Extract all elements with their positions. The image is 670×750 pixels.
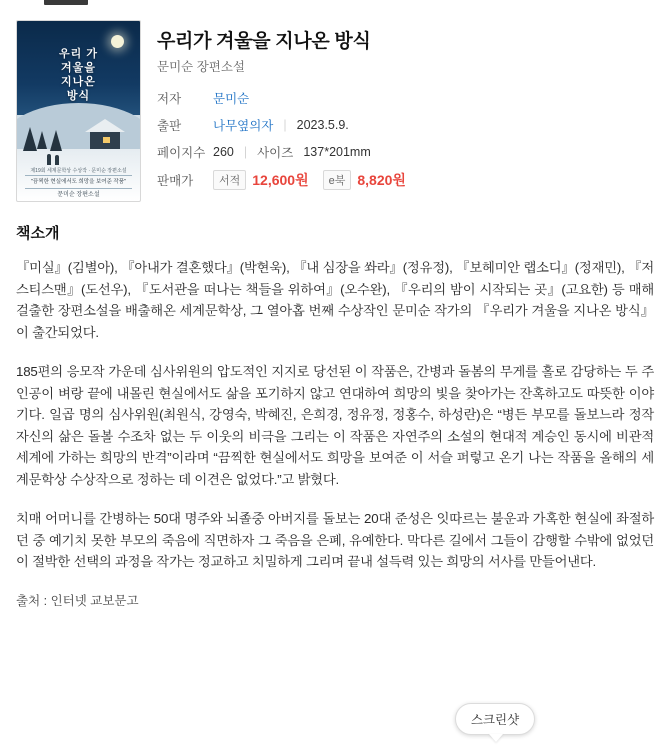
ebook-price-value: 8,820원	[357, 172, 406, 188]
paper-price-tag: 서적	[213, 170, 246, 190]
cover-tree-icon	[23, 127, 37, 151]
author-link[interactable]: 문미순	[213, 92, 250, 106]
book-meta	[141, 20, 654, 202]
description-paragraph: 치매 어머니를 간병하는 50대 명주와 뇌졸중 아버지를 돌보는 20대 준성은 잇따르는 불운과 가혹한 현실에 좌절하던 중 예기치 못한 부모의 죽음에 직면하자 그 죽음을 은폐, 유예한다. 막다른 길에서 그들이 감행할 수밖에 없었던 이 절박한 선택의 과정을 작가는 정교하고 치밀하게 그리며 끝내 설득력 있는 희망의 서사를 만들어낸다.	[16, 511, 654, 570]
meta-divider: |	[243, 145, 248, 159]
top-bar	[0, 0, 670, 8]
paper-price-value: 12,600원	[252, 172, 309, 188]
pages-value: 260	[213, 145, 234, 159]
meta-divider: |	[283, 118, 287, 132]
meta-row-author	[157, 89, 654, 107]
publisher-link[interactable]: 나무옆의자	[213, 119, 274, 133]
cover-band-text: 제19회 세계문학상 수상작 · 문미순 장편소설	[30, 168, 127, 174]
description-section	[0, 222, 670, 573]
cover-person-icon	[55, 155, 59, 165]
description-paragraph: 『미실』(김별아), 『아내가 결혼했다』(박현욱), 『내 심장을 쏴라』(정유정), 『보헤미안 랩소디』(정재민), 『저스티스맨』(도선우), 『도서관을 떠나는 책들을 위하여』(오수완), 『우리의 밤이 시작되는 곳』(고요한) 등 매해 걸출한 장편소설을 배출해온 세계문학상, 그 열아홉 번째 수상작인 문미순 작가의 『우리가 겨울을 지나온 방식』이 출간되었다.	[16, 260, 654, 340]
cover-roof-icon	[85, 119, 125, 132]
size-value: 137*201mm	[303, 145, 371, 159]
cover-tree-icon	[50, 130, 62, 151]
size-label: 사이즈	[257, 146, 294, 160]
book-cover-image[interactable]	[16, 20, 141, 202]
meta-row-price	[157, 170, 654, 190]
page-title: 우리가 겨울을 지나온 방식	[157, 31, 371, 52]
screenshot-button-caret-icon	[489, 734, 503, 742]
author-label: 저자	[157, 92, 182, 106]
price-label: 판매가	[157, 174, 194, 188]
cover-title-text: 우리 가 겨울을 지나온 방식	[59, 48, 98, 102]
publish-date: 2023.5.9.	[296, 118, 349, 132]
cover-tree-icon	[37, 131, 47, 149]
ebook-price-tag: e북	[323, 170, 352, 190]
screenshot-button[interactable]	[455, 703, 535, 735]
source-text: 출처 : 인터넷 교보문고	[16, 593, 139, 608]
pages-label: 페이지수	[157, 146, 206, 160]
meta-row-pages-size	[157, 143, 654, 161]
book-subtitle: 문미순 장편소설	[157, 60, 245, 74]
screenshot-button-label: 스크린샷	[470, 713, 520, 727]
cover-window-icon	[103, 137, 110, 143]
top-bar-chip	[44, 0, 88, 5]
cover-award-text: "끔찍한 현실에서도 희망을 보여준 작품"	[25, 175, 132, 189]
meta-row-publisher	[157, 116, 654, 134]
description-paragraph: 185편의 응모작 가운데 심사위원의 압도적인 지지로 당선된 이 작품은, 간병과 돌봄의 무게를 홀로 감당하는 두 주인공이 벼랑 끝에 내몰린 현실에서도 삶을 포기하지 않고 연대하여 희망의 빛을 찾아가는 잔혹하고도 따뜻한 이야기다. 일곱 명의 심사위원(최원식, 강영숙, 박혜진, 은희경, 정유정, 정홍수, 하성란)은 “병든 부모를 돌보느라 정작 자신의 삶은 돌볼 수조차 없는 두 이웃의 비극을 그리는 이 작품은 자연주의 소설의 현대적 계승인 동시에 비관적 세계에 가하는 희망의 반격”이라며 “끔찍한 현실에서도 희망을 보여준 이 서슬 퍼렇고 온기 나는 작품을 올해의 세계문학상 수상작으로 정하는 데 이견은 없었다.”고 밝혔다.	[16, 364, 654, 487]
description-heading: 책소개	[16, 225, 60, 242]
publisher-label: 출판	[157, 119, 182, 133]
cover-person-icon	[47, 154, 51, 165]
cover-author-text: 문미순 장편소설	[57, 192, 100, 198]
book-header	[0, 8, 670, 202]
